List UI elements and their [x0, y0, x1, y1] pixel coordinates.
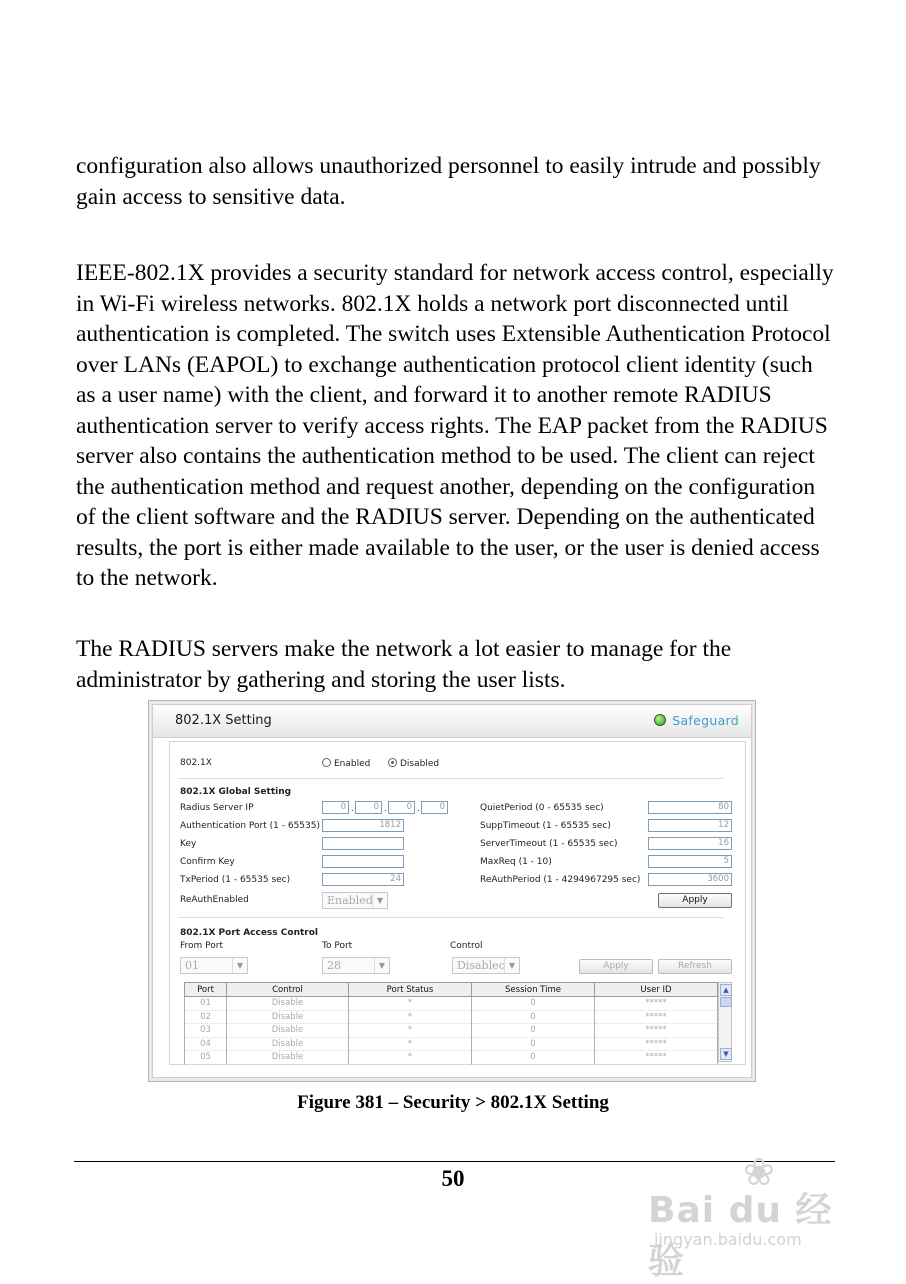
body-paragraph-2: IEEE-802.1X provides a security standard for network access control, especially in Wi-Fi wireless networks. 802.1X holds a network port disconnected until authentication is completed. The switch uses Extensible Authentication Protocol over LANs (EAPOL) to exchange authentication protocol client identity (such as a user name) with the client, and forward it to another remote RADIUS authentication server to verify access rights. The EAP packet from the RADIUS server also contains the authentication method to be used. The client can reject the authentication method and request another, depending on the configuration of the client software and the RADIUS server. Depending on the authenticated results, the port is either made available to the user, or the user is denied access to the network. — [76, 260, 834, 591]
from-port-value: 01 — [185, 959, 199, 972]
global-setting-heading: 802.1X Global Setting — [180, 787, 292, 797]
body-paragraph-1: configuration also allows unauthorized personnel to easily intrude and possibly gain access to sensitive data. — [76, 153, 821, 210]
table-row[interactable] — [185, 1051, 718, 1065]
confirm-key-label: Confirm Key — [180, 857, 235, 867]
chevron-down-icon: ▼ — [504, 958, 519, 973]
server-timeout-input[interactable]: 16 — [648, 837, 732, 850]
supp-timeout-input[interactable]: 12 — [648, 819, 732, 832]
table-cell: ***** — [595, 1037, 718, 1051]
table-cell: ***** — [595, 1051, 718, 1065]
key-label: Key — [180, 839, 197, 849]
maxreq-label: MaxReq (1 - 10) — [480, 857, 552, 867]
column-header: Port — [185, 983, 227, 997]
ip-dot: . — [384, 804, 387, 814]
maxreq-input[interactable]: 5 — [648, 855, 732, 868]
table-cell: ***** — [595, 1024, 718, 1038]
table-cell: ***** — [595, 1010, 718, 1024]
chevron-down-icon: ▼ — [374, 958, 389, 973]
status-led-icon — [654, 714, 666, 726]
scroll-down-icon[interactable]: ▼ — [720, 1048, 732, 1060]
table-cell: Disable — [227, 1037, 349, 1051]
radio-disabled-label: Disabled — [400, 759, 440, 769]
quiet-period-input[interactable]: 80 — [648, 801, 732, 814]
figure-caption: Figure 381 – Security > 802.1X Setting — [297, 1092, 609, 1113]
table-cell: * — [349, 1010, 472, 1024]
window-title: 802.1X Setting — [175, 713, 272, 728]
reauth-period-label: ReAuthPeriod (1 - 4294967295 sec) — [480, 875, 641, 885]
supp-timeout-label: SuppTimeout (1 - 65535 sec) — [480, 821, 611, 831]
to-port-label: To Port — [322, 941, 353, 951]
ip-octet-2[interactable]: 0 — [355, 801, 382, 814]
state-label: 802.1X — [180, 758, 212, 768]
settings-panel — [169, 741, 746, 1065]
table-cell: 04 — [185, 1037, 227, 1051]
radius-ip-label: Radius Server IP — [180, 803, 254, 813]
apply-port-button[interactable]: Apply — [579, 959, 653, 974]
apply-global-button[interactable]: Apply — [658, 893, 732, 908]
ip-dot: . — [417, 804, 420, 814]
table-row[interactable] — [185, 1024, 718, 1038]
figure-screenshot — [148, 700, 756, 1082]
divider — [178, 778, 723, 779]
window — [152, 704, 752, 1078]
table-cell: 0 — [472, 1051, 595, 1065]
port-access-heading: 802.1X Port Access Control — [180, 928, 318, 938]
column-header: Session Time — [472, 983, 595, 997]
txperiod-label: TxPeriod (1 - 65535 sec) — [180, 875, 291, 885]
port-table — [184, 982, 718, 1065]
table-cell: Disable — [227, 997, 349, 1011]
title-bar — [153, 705, 751, 738]
table-cell: * — [349, 997, 472, 1011]
quiet-period-label: QuietPeriod (0 - 65535 sec) — [480, 803, 604, 813]
auth-port-input[interactable]: 1812 — [322, 819, 404, 832]
control-label: Control — [450, 941, 483, 951]
to-port-value: 28 — [327, 959, 341, 972]
reauth-period-input[interactable]: 3600 — [648, 873, 732, 886]
scroll-thumb[interactable] — [720, 997, 732, 1007]
table-cell: Disable — [227, 1024, 349, 1038]
watermark — [648, 1150, 858, 1282]
table-cell: 01 — [185, 997, 227, 1011]
radio-disabled[interactable] — [388, 758, 439, 769]
divider — [178, 917, 723, 918]
watermark-logo: Bai du 经验 — [648, 1190, 833, 1282]
table-cell: Disable — [227, 1010, 349, 1024]
page-number: 50 — [441, 1166, 465, 1191]
column-header: Port Status — [349, 983, 472, 997]
control-value: Disablec — [457, 959, 505, 972]
table-cell: * — [349, 1037, 472, 1051]
ip-octet-4[interactable]: 0 — [421, 801, 448, 814]
column-header: User ID — [595, 983, 718, 997]
server-timeout-label: ServerTimeout (1 - 65535 sec) — [480, 839, 618, 849]
watermark-url: jingyan.baidu.com — [654, 1230, 802, 1249]
reauth-enabled-select[interactable] — [322, 892, 388, 909]
ip-dot: . — [351, 804, 354, 814]
table-cell: 05 — [185, 1051, 227, 1065]
ip-octet-3[interactable]: 0 — [388, 801, 415, 814]
radio-circle-icon — [322, 758, 331, 767]
table-cell: 0 — [472, 1010, 595, 1024]
txperiod-input[interactable]: 24 — [322, 873, 404, 886]
key-input[interactable] — [322, 837, 404, 850]
radio-enabled-label: Enabled — [334, 759, 371, 769]
refresh-button[interactable]: Refresh — [658, 959, 732, 974]
table-cell: * — [349, 1024, 472, 1038]
to-port-select[interactable] — [322, 957, 390, 974]
scroll-up-icon[interactable]: ▲ — [720, 984, 732, 996]
ip-octet-1[interactable]: 0 — [322, 801, 349, 814]
table-cell: * — [349, 1051, 472, 1065]
from-port-select[interactable] — [180, 957, 248, 974]
safeguard-badge — [654, 713, 739, 728]
confirm-key-input[interactable] — [322, 855, 404, 868]
auth-port-label: Authentication Port (1 - 65535) — [180, 821, 320, 831]
chevron-down-icon: ▼ — [372, 893, 387, 908]
paw-icon: ❀ — [743, 1152, 775, 1194]
table-cell: 03 — [185, 1024, 227, 1038]
table-row[interactable] — [185, 997, 718, 1011]
table-cell: 0 — [472, 1024, 595, 1038]
reauth-enabled-label: ReAuthEnabled — [180, 895, 249, 905]
radio-enabled[interactable] — [322, 758, 370, 769]
table-cell: 0 — [472, 1037, 595, 1051]
table-cell: Disable — [227, 1051, 349, 1065]
table-row[interactable] — [185, 1037, 718, 1051]
table-header-row — [185, 983, 718, 997]
table-cell: 0 — [472, 997, 595, 1011]
table-cell: ***** — [595, 997, 718, 1011]
table-scrollbar[interactable] — [718, 982, 732, 1062]
column-header: Control — [227, 983, 349, 997]
table-cell: 02 — [185, 1010, 227, 1024]
reauth-enabled-value: Enabled — [327, 894, 373, 907]
table-row[interactable] — [185, 1010, 718, 1024]
safeguard-label: Safeguard — [672, 713, 739, 728]
body-paragraph-3: The RADIUS servers make the network a lot easier to manage for the administrator by gathering and storing the user lists. — [76, 636, 732, 693]
from-port-label: From Port — [180, 941, 224, 951]
chevron-down-icon: ▼ — [232, 958, 247, 973]
control-select[interactable] — [452, 957, 520, 974]
radio-selected-icon — [388, 758, 397, 767]
